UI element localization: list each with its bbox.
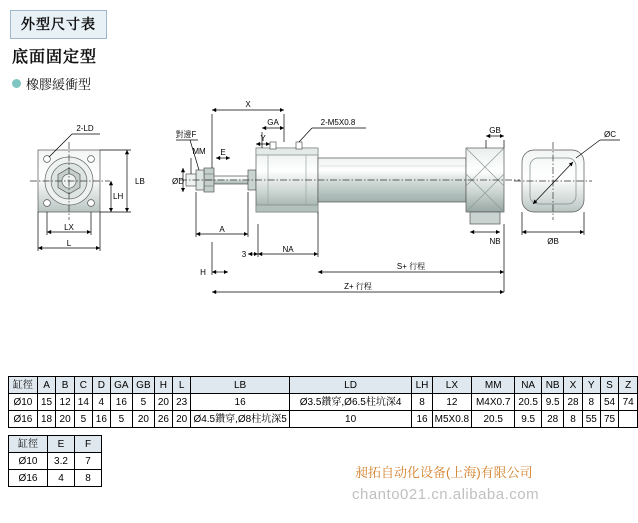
cell: Ø10	[9, 394, 38, 411]
cell: 8	[582, 394, 600, 411]
th-19: Z	[619, 377, 638, 394]
cell: 16	[110, 394, 132, 411]
th-10: LD	[289, 377, 412, 394]
cell: 14	[74, 394, 92, 411]
th-0: 缸徑	[9, 377, 38, 394]
label-2-ld: 2-LD	[76, 124, 94, 133]
cell: 15	[37, 394, 56, 411]
cushion-type-text: 橡膠緩衝型	[26, 77, 92, 92]
label-ga: GA	[267, 118, 279, 127]
label-lh: LH	[113, 192, 124, 201]
cell: 28	[542, 411, 564, 428]
cell: 16	[412, 411, 432, 428]
th-5: GA	[110, 377, 132, 394]
cushion-type-label	[12, 74, 91, 93]
cell: 12	[56, 394, 75, 411]
technical-drawing	[0, 92, 638, 322]
ef-table	[8, 435, 102, 487]
th-2: B	[56, 377, 75, 394]
table-row	[9, 394, 638, 411]
th-1: A	[37, 377, 56, 394]
cell: 18	[37, 411, 56, 428]
cell: 16	[92, 411, 110, 428]
cell: 23	[172, 394, 191, 411]
cell: 20	[172, 411, 191, 428]
cell: 75	[600, 411, 619, 428]
cell: M4X0.7	[472, 394, 515, 411]
th-12: LX	[432, 377, 471, 394]
label-z-stroke: Z+ 行程	[344, 282, 372, 291]
th-0: 缸徑	[9, 436, 48, 453]
th-13: MM	[472, 377, 515, 394]
cell: 12	[432, 394, 471, 411]
cell: Ø16	[9, 411, 38, 428]
label-x: X	[245, 100, 251, 109]
table-header-row	[9, 377, 638, 394]
bullet-dot-icon	[12, 79, 21, 88]
label-mm: MM	[192, 147, 206, 156]
cell: Ø4.5鑽穿,Ø8柱坑深5	[191, 411, 289, 428]
label-e: E	[220, 148, 226, 157]
th-15: NB	[542, 377, 564, 394]
cell: 20	[56, 411, 75, 428]
table-row	[9, 411, 638, 428]
table-row	[9, 453, 102, 470]
label-od: ØD	[172, 177, 184, 186]
cell: 16	[191, 394, 289, 411]
label-nb: NB	[489, 237, 501, 246]
th-18: S	[600, 377, 619, 394]
label-ob: ØB	[547, 237, 559, 246]
cell: Ø10	[9, 453, 48, 470]
th-6: GB	[132, 377, 154, 394]
th-1: E	[48, 436, 75, 453]
cell: Ø16	[9, 470, 48, 487]
dimension-table	[8, 376, 638, 428]
cell: 9.5	[542, 394, 564, 411]
cell: 3.2	[48, 453, 75, 470]
page-subtitle: 底面固定型	[12, 49, 98, 66]
cell: 4	[92, 394, 110, 411]
label-oc: ØC	[604, 130, 616, 139]
cell: 5	[132, 394, 154, 411]
page-title-tag: 外型尺寸表	[10, 10, 107, 39]
label-na: NA	[282, 245, 294, 254]
cell: 5	[110, 411, 132, 428]
cell: M5X0.8	[432, 411, 471, 428]
site-watermark: chanto021.cn.alibaba.com	[352, 486, 540, 503]
th-17: Y	[582, 377, 600, 394]
cell: 20	[154, 394, 172, 411]
th-4: D	[92, 377, 110, 394]
cell: 20.5	[472, 411, 515, 428]
cell: 28	[564, 394, 583, 411]
cell: 5	[74, 411, 92, 428]
cell	[619, 411, 638, 428]
label-2-m5: 2-M5X0.8	[320, 118, 356, 127]
cell: 26	[154, 411, 172, 428]
cell: 8	[564, 411, 583, 428]
th-14: NA	[515, 377, 542, 394]
label-3: 3	[241, 250, 247, 259]
label-lb: LB	[135, 177, 145, 186]
label-lx: LX	[64, 223, 74, 232]
th-8: L	[172, 377, 191, 394]
cell: 20	[132, 411, 154, 428]
th-2: F	[75, 436, 102, 453]
cell: Ø3.5鑽穿,Ø6.5柱坑深4	[289, 394, 412, 411]
cell: 8	[412, 394, 432, 411]
cell: 54	[600, 394, 619, 411]
cell: 8	[75, 470, 102, 487]
table-row	[9, 470, 102, 487]
th-11: LH	[412, 377, 432, 394]
label-gb: GB	[489, 126, 501, 135]
cell: 20.5	[515, 394, 542, 411]
label-s-stroke: S+ 行程	[396, 262, 426, 271]
label-duibian-f: 對邊F	[175, 130, 197, 139]
company-name: 昶拓自动化设备(上海)有限公司	[355, 465, 533, 480]
th-16: X	[564, 377, 583, 394]
th-9: LB	[191, 377, 289, 394]
cell: 55	[582, 411, 600, 428]
label-h: H	[200, 268, 206, 277]
cell: 10	[289, 411, 412, 428]
label-a: A	[219, 225, 225, 234]
label-l: L	[66, 239, 72, 248]
cell: 4	[48, 470, 75, 487]
th-7: H	[154, 377, 172, 394]
cell: 74	[619, 394, 638, 411]
cell: 7	[75, 453, 102, 470]
cell: 9.5	[515, 411, 542, 428]
label-y: Y	[260, 134, 266, 143]
table-header-row	[9, 436, 102, 453]
th-3: C	[74, 377, 92, 394]
